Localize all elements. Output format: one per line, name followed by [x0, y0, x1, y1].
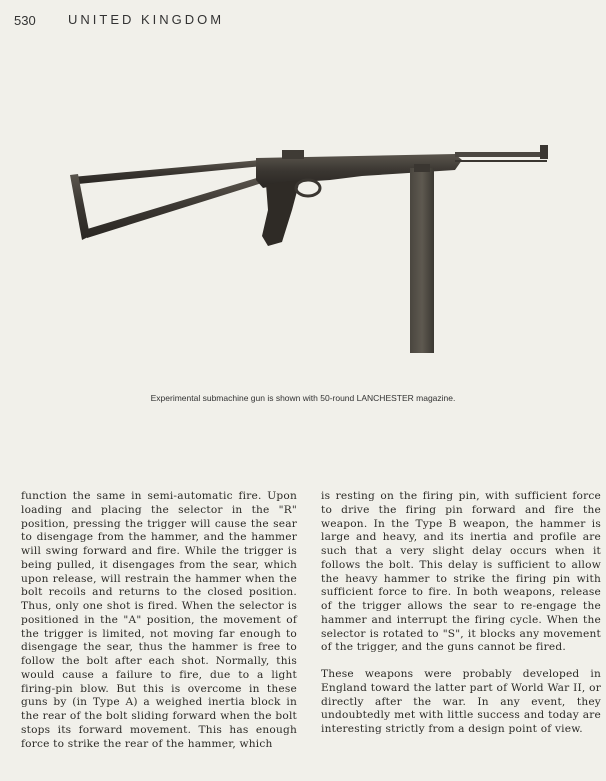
submachine-gun-illustration — [60, 130, 560, 370]
right-column-paragraph-2: These weapons were probably developed in England toward the latter part of World War II, or directly after the war. In any event, they undoubtedly met with little success and today are interesting strictly from a design point of view. — [321, 668, 601, 735]
figure-caption: Experimental submachine gun is shown with 50-round LANCHESTER magazine. — [150, 393, 456, 403]
left-column-text: function the same in semi-automatic fire. Upon loading and placing the selector in the "R" position, pressing the trigger will cause the sear to disengage from the hammer, and the hammer will swing forward and fire. While the trigger is being pulled, it disengages from the sear, which upon release, will restrain the hammer when the bolt recoils and returns to the closed position. Thus, only one shot is fired. When the selector is positioned in the "A" position, the movement of the trigger is limited, not moving far enough to disengage the sear, thus the hammer is free to follow the bolt after each shot. Normally, this would cause a failure to fire, due to a light firing-pin blow. But this is overcome in these guns by (in Type A) a weighed inertia block in the rear of the bolt sliding forward when the bolt stops its forward movement. This has enough force to strike the rear of the hammer, which — [21, 490, 297, 750]
right-column-paragraph-1: is resting on the firing pin, with sufficient force to drive the firing pin forward and fire the weapon. In the Type B weapon, the hammer is large and heavy, and its inertia and profile are such that a very slight delay occurs when it follows the bolt. This delay is sufficient to allow the heavy hammer to strike the firing pin with sufficient force to fire. In both weapons, release of the trigger allows the sear to re-engage the hammer and interrupt the firing cycle. When the selector is rotated to "S", it blocks any movement of the trigger, and the guns cannot be fired. — [321, 490, 601, 654]
page-number: 530 — [14, 13, 36, 28]
right-column — [321, 490, 601, 737]
left-column — [21, 490, 297, 751]
submachine-gun-figure — [60, 130, 560, 370]
page-header — [14, 12, 225, 30]
running-title: UNITED KINGDOM — [68, 12, 225, 27]
